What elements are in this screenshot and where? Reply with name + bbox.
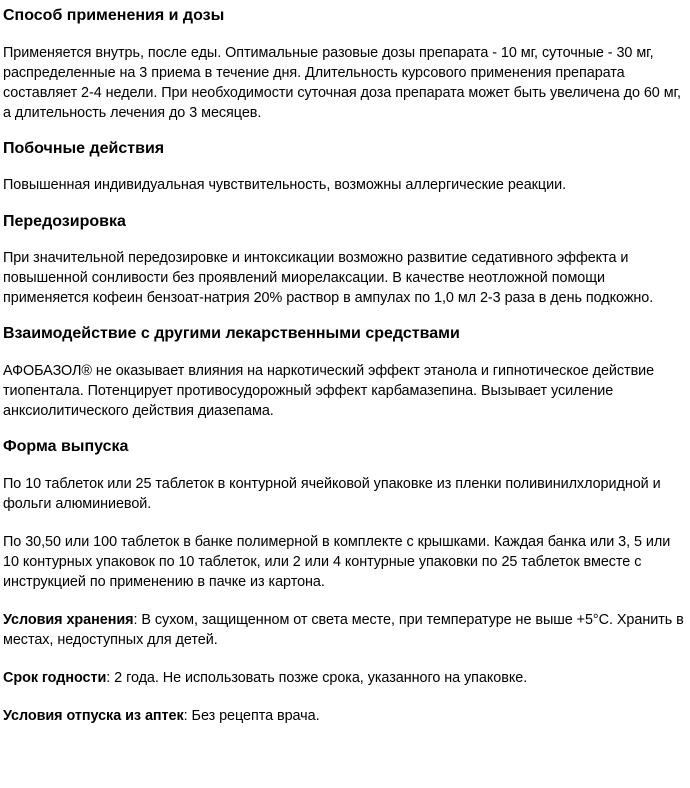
heading-overdose: Передозировка (3, 213, 126, 230)
paragraph-release-form-blister: По 10 таблеток или 25 таблеток в контурной ячейковой упаковке из пленки поливинилхлоридной и фольги алюминиевой. (3, 476, 661, 512)
paragraph-release-form-jar: По 30,50 или 100 таблеток в банке полимерной в комплекте с крышками. Каждая банка или 3, 5 или 10 контурных упаковок по 10 таблеток, или 2 или 4 контурные упаковки по 25 таблеток вместе с инструкцией по применению в пачке из картона. (3, 534, 671, 590)
heading-side-effects: Побочные действия (3, 140, 165, 157)
heading-interactions: Взаимодействие с другими лекарственными средствами (3, 325, 460, 342)
heading-dosage: Способ применения и дозы (3, 7, 225, 24)
heading-release-form: Форма выпуска (3, 438, 129, 455)
paragraph-side-effects: Повышенная индивидуальная чувствительность, возможны аллергические реакции. (3, 177, 567, 193)
paragraph-overdose: При значительной передозировке и интоксикации возможно развитие седативного эффекта и повышенной сонливости без проявлений миорелаксации. В качестве неотложной помощи применяется кофеин бензоат-натрия 20% раствор в ампулах по 1,0 мл 2-3 раза в день подкожно. (3, 250, 654, 306)
shelf-life-text: : 2 года. Не использовать позже срока, указанного на упаковке. (106, 670, 528, 686)
storage-text: : В сухом, защищенном от света месте, при температуре не выше +5°C. Хранить в местах, недоступных для детей. (3, 612, 684, 648)
paragraph-shelf-life (3, 668, 684, 688)
dispensing-label: Условия отпуска из аптек (3, 708, 184, 724)
storage-label: Условия хранения (3, 612, 134, 628)
paragraph-dosage: Применяется внутрь, после еды. Оптимальные разовые дозы препарата - 10 мг, суточные - 30 мг, распределенные на 3 приема в течение дня. Длительность курсового применения препарата составляет 2-4 недели. При необходимости суточная доза препарата может быть увеличена до 60 мг, а длительность лечения до 3 месяцев. (3, 45, 681, 121)
paragraph-interactions: АФОБАЗОЛ® не оказывает влияния на наркотический эффект этанола и гипнотическое действие тиопентала. Потенцирует противосудорожный эффект карбамазепина. Вызывает усиление анксиолитического действия диазепама. (3, 363, 655, 419)
paragraph-dispensing (3, 706, 684, 726)
paragraph-storage (3, 610, 684, 650)
dispensing-text: : Без рецепта врача. (183, 708, 320, 724)
shelf-life-label: Срок годности (3, 670, 107, 686)
